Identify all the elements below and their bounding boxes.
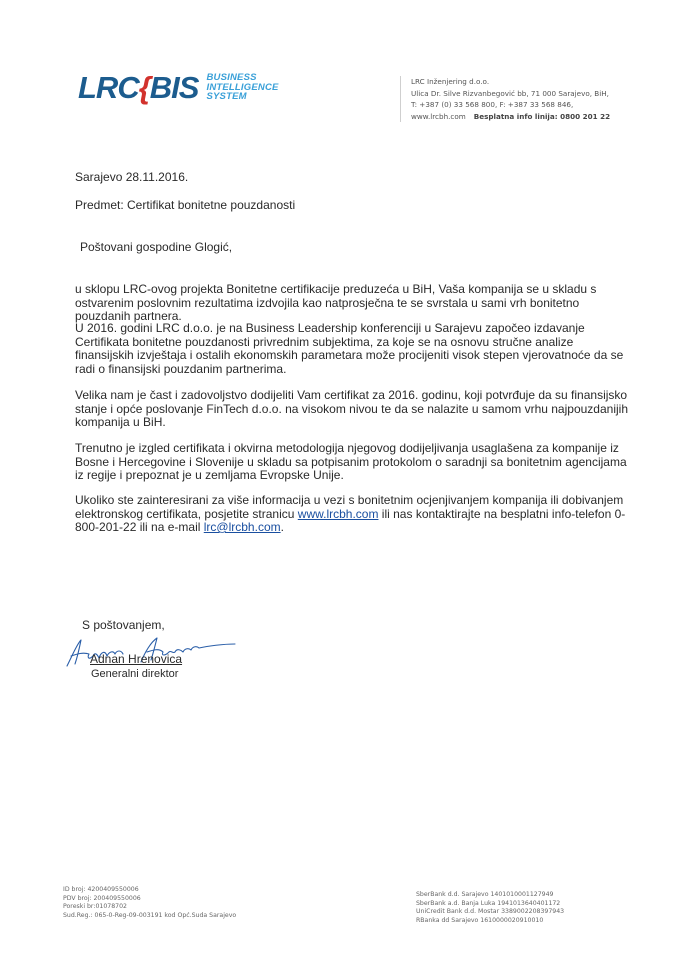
footer-bank-accounts xyxy=(416,891,564,925)
company-address: Ulica Dr. Silve Rizvanbegović bb, 71 000 Sarajevo, BiH, xyxy=(411,88,609,98)
body-paragraph: u sklopu LRC-ovog projekta Bonitetne certifikacije preduzeća u BiH, Vaša kompanija se u skladu s ostvarenim poslovnim rezultatima izdvojila kao natprosječna te se svrstala u sami vrh bonitetno pouzdanih partnera. xyxy=(75,282,597,323)
company-name: LRC Inženjering d.o.o. xyxy=(411,77,490,86)
logo-mark xyxy=(78,72,198,103)
footer-line: ID broj: 4200409550006 xyxy=(63,886,139,893)
signer-title: Generalni direktor xyxy=(91,668,179,680)
footer-line: Poreski br:01078702 xyxy=(63,903,127,911)
contact-text: . xyxy=(280,520,284,534)
footer-line: RBanka dd Sarajevo 1610000020910010 xyxy=(416,916,544,924)
logo-tagline-line: BUSINESS xyxy=(206,72,257,84)
letter-closing: S poštovanjem, xyxy=(82,618,165,632)
website-link[interactable]: www.lrcbh.com xyxy=(297,506,379,521)
letter-greeting: Poštovani gospodine Glogić, xyxy=(80,240,233,254)
company-phone-fax: T: +387 (0) 33 568 800, F: +387 33 568 846, xyxy=(411,100,574,109)
footer-line: SberBank d.d. Sarajevo 1401010001127949 xyxy=(416,891,554,898)
footer-registration-info xyxy=(63,886,236,920)
email-link[interactable]: lrc@lrcbh.com xyxy=(203,520,281,534)
letterhead-contact xyxy=(400,76,610,122)
contact-text: Ukoliko ste zainteresirani za više informacija u vezi s bonitetnim ocjenjivanjem kompanija ili dobivanjem elektronskog certifikata, posjetite stranicu xyxy=(75,493,624,521)
logo-brace: { xyxy=(138,70,150,105)
logo-tagline-line: INTELLIGENCE xyxy=(206,81,279,93)
footer-line: SberBank a.d. Banja Luka 1941013640401172 xyxy=(416,899,561,907)
contact-paragraph xyxy=(75,494,635,535)
body-paragraph: Velika nam je čast i zadovoljstvo dodijeliti Vam certifikat za 2016. godinu, koji potvrđuje da su finansijsko stanje i opće poslovanje FinTech d.o.o. na visokom nivou te da se nalazite u samom vrhu najpouzdanijih kompanija u BiH. xyxy=(75,388,628,429)
contact-text: ili nas kontaktirajte na besplatni info-telefon 0-800-201-22 ili na e-mail xyxy=(75,506,626,534)
company-website[interactable]: www.lrcbh.com xyxy=(411,111,466,121)
footer-line: UniCredit Bank d.d. Mostar 3389002208397943 xyxy=(416,908,565,916)
letter-subject: Predmet: Certifikat bonitetne pouzdanosti xyxy=(75,198,296,212)
footer-line: PDV broj: 200409550006 xyxy=(63,894,141,902)
logo-tagline xyxy=(206,73,278,102)
body-paragraph: Trenutno je izgled certifikata i okvirna metodologija njegovog dodijeljivanja usaglašena za kompanije iz Bosne i Hercegovine i Slovenije u skladu sa potpisanim protokolom o saradnji sa bonitetnim agencijama iz regije i prepoznat je u zemljama Evropske Unije. xyxy=(75,441,627,482)
info-line: Besplatna info linija: 0800 201 22 xyxy=(473,111,611,121)
logo-bis: BIS xyxy=(149,70,199,105)
company-logo xyxy=(78,72,279,103)
signer-name: Adnan Hrenovica xyxy=(90,652,183,666)
logo-tagline-line: SYSTEM xyxy=(206,91,247,103)
footer-line: Sud.Reg.: 065-0-Reg-09-003191 kod Opć.Suda Sarajevo xyxy=(63,911,237,919)
letter-date: Sarajevo 28.11.2016. xyxy=(75,170,189,184)
body-paragraph: U 2016. godini LRC d.o.o. je na Business Leadership konferenciji u Sarajevu započeo izdavanje Certifikata bonitetne pouzdanosti privrednim subjektima, za koje se na osnovu stručne analize finansijskih izvještaja i ostalih ekonomskih parametara može procijeniti visok stepen vjerovatnoće da se radi o finansijski pouzdanim partnerima. xyxy=(75,321,624,376)
logo-lrc: LRC xyxy=(78,70,139,105)
